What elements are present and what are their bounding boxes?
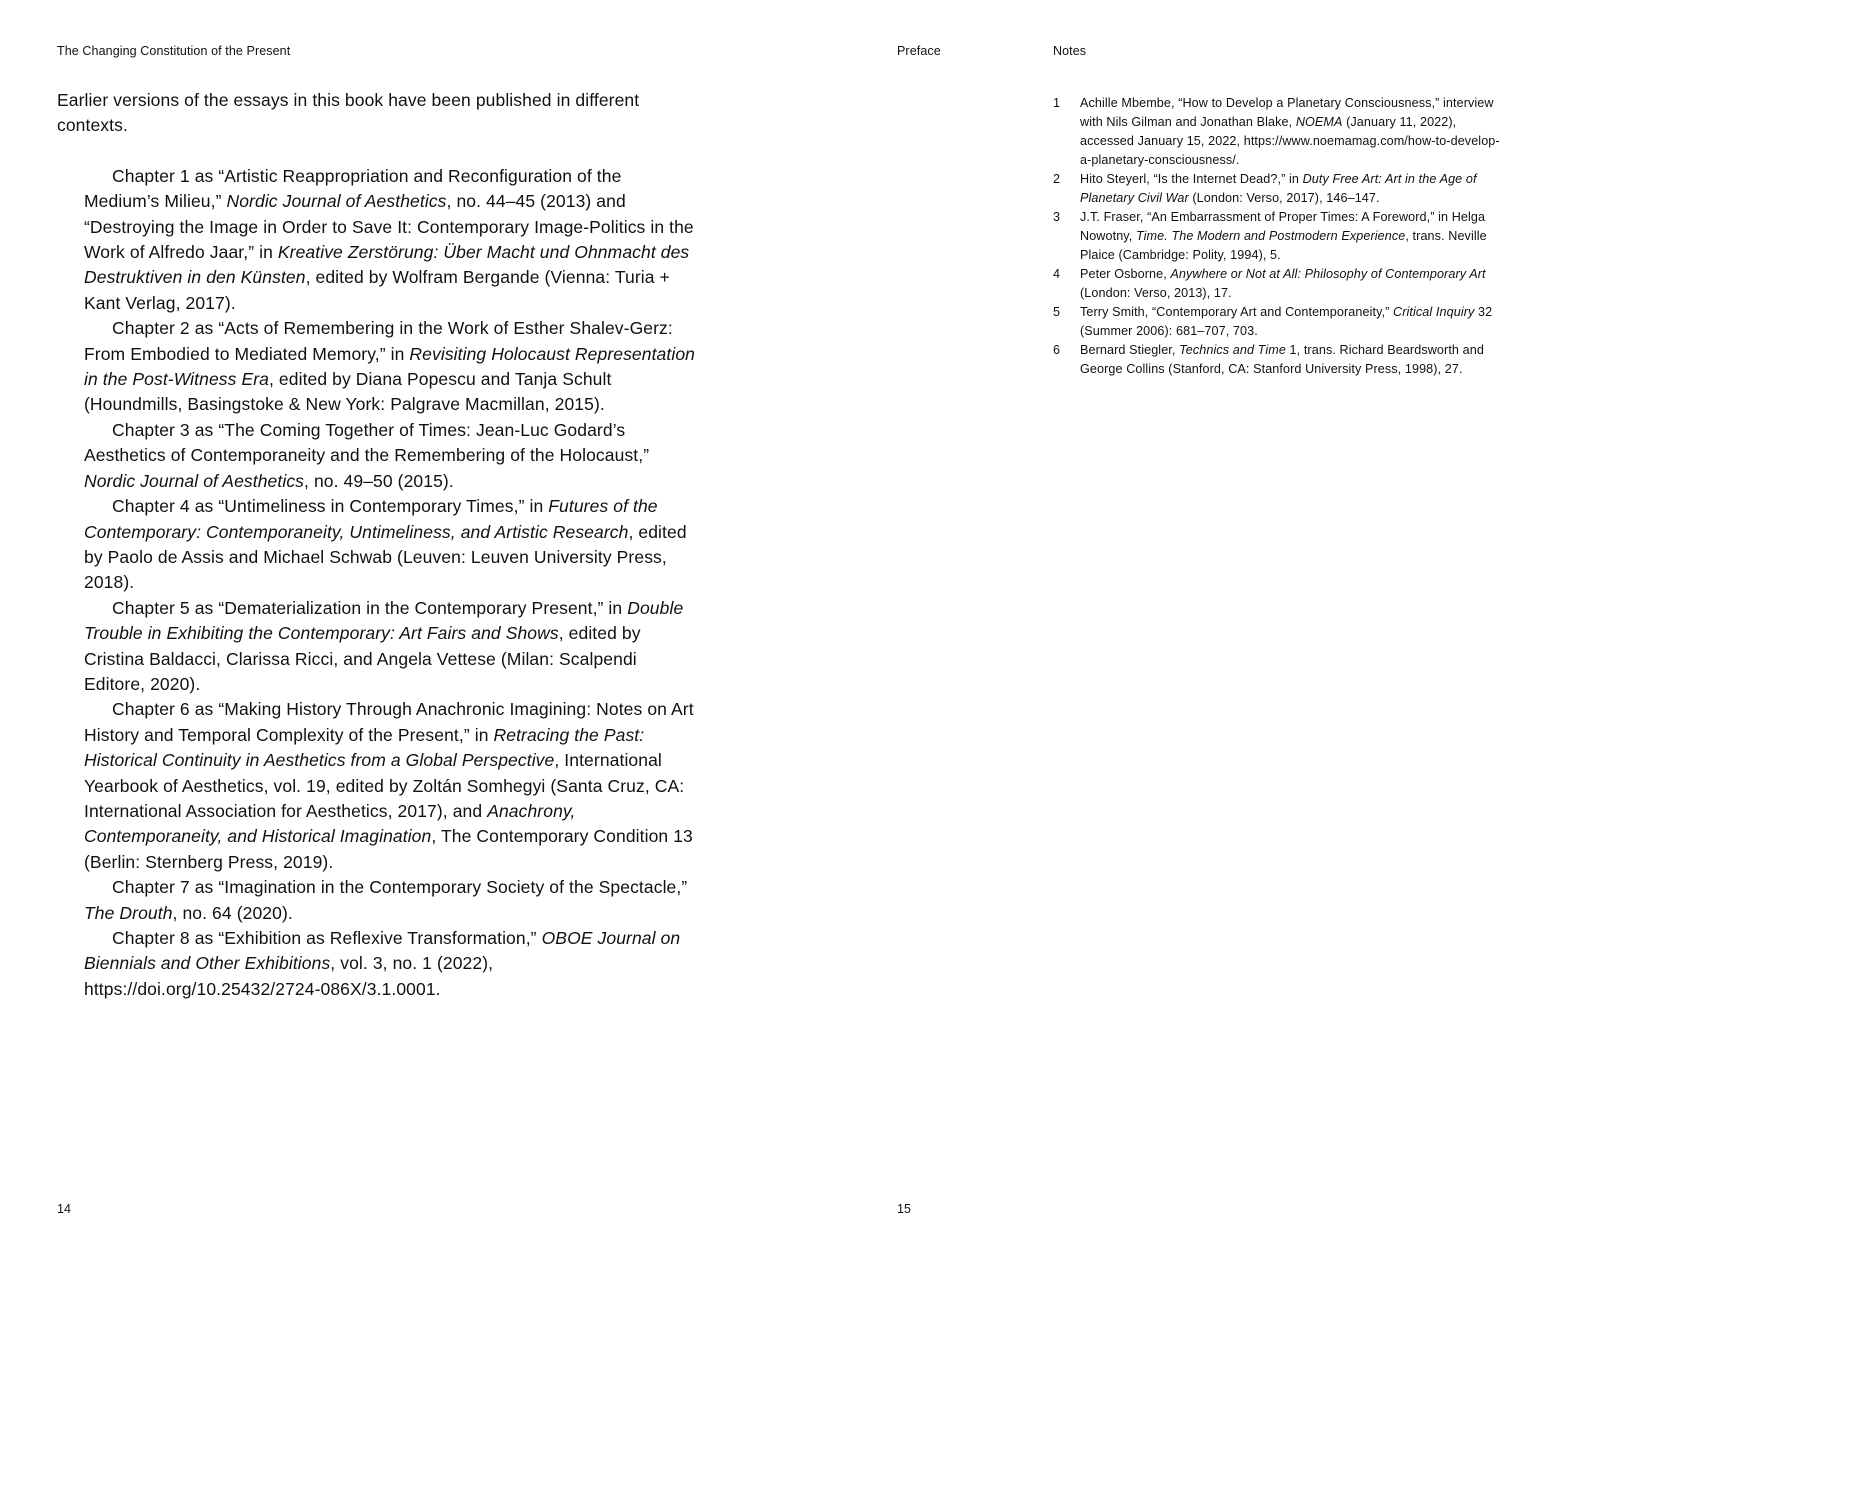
notes-list [1053, 94, 1511, 379]
italic-title-text: Duty Free Art: Art in the Age of Planetary Civil War [1080, 172, 1477, 205]
body-text: , edited by Paolo de Assis and Michael Schwab (Leuven: Leuven University Press, 2018). [84, 521, 687, 593]
italic-title-text: Double Trouble in Exhibiting the Contemporary: Art Fairs and Shows [84, 597, 684, 644]
body-text: Achille Mbembe, “How to Develop a Planetary Consciousness,” interview with Nils Gilman and Jonathan Blake, [1080, 96, 1494, 129]
chapter-paragraph [84, 494, 697, 596]
running-head-preface: Preface [897, 44, 941, 58]
italic-title-text: Time. The Modern and Postmodern Experience [1135, 229, 1406, 243]
italic-title-text: The Drouth [84, 902, 173, 923]
note-number: 5 [1053, 305, 1061, 319]
chapter-paragraph-list [84, 164, 697, 1002]
chapter-paragraph [84, 596, 697, 698]
body-text: 1, trans. Richard Beardsworth and George Collins (Stanford, CA: Stanford University Press, 1998), 27. [1080, 343, 1484, 376]
page-number-right: 15 [897, 1202, 911, 1216]
body-text: (London: Verso, 2013), 17. [1080, 286, 1232, 300]
body-text: Chapter 8 as “Exhibition as Reflexive Transformation,” [112, 928, 542, 948]
body-text: , no. 44–45 (2013) and “Destroying the Image in Order to Save It: Contemporary Image-Politics in the Work of Alfredo Jaar,” in [84, 191, 694, 263]
italic-title-text: NOEMA [1295, 115, 1343, 129]
chapter-paragraph [84, 875, 697, 926]
body-text: J.T. Fraser, “An Embarrassment of Proper Times: A Foreword,” in Helga Nowotny, [1080, 210, 1486, 243]
body-text: Chapter 7 as “Imagination in the Contemporary Society of the Spectacle,” [112, 877, 688, 898]
body-text: Chapter 1 as “Artistic Reappropriation and Reconfiguration of the Medium’s Milieu,” [84, 165, 622, 212]
italic-title-text: Technics and Time [1179, 343, 1286, 357]
note-text [1080, 94, 1511, 170]
italic-title-text: Revisiting Holocaust Representation in the Post-Witness Era [84, 343, 695, 390]
body-text: Chapter 3 as “The Coming Together of Times: Jean-Luc Godard’s Aesthetics of Contemporaneity and the Remembering of the Holocaust,” [84, 419, 650, 466]
body-text: , vol. 3, no. 1 (2022), https://doi.org/10.25432/2724-086X/3.1.0001. [84, 953, 494, 999]
chapter-paragraph [84, 164, 697, 316]
chapter-paragraph [84, 697, 697, 875]
note-number: 4 [1053, 267, 1061, 281]
italic-title-text: Critical Inquiry [1393, 305, 1475, 319]
body-text: , The Contemporary Condition 13 (Berlin: Sternberg Press, 2019). [84, 826, 693, 872]
italic-title-text: Kreative Zerstörung: Über Macht und Ohnmacht des Destruktiven in den Künsten [84, 242, 690, 288]
note-text [1080, 341, 1511, 379]
body-text: Chapter 4 as “Untimeliness in Contemporary Times,” in [112, 496, 549, 517]
note-text [1080, 265, 1511, 303]
body-text: , edited by Diana Popescu and Tanja Schult (Houndmills, Basingstoke & New York: Palgrave Macmillan, 2015). [84, 369, 612, 415]
body-text: Terry Smith, “Contemporary Art and Contemporaneity,” [1080, 305, 1394, 319]
body-text: Chapter 5 as “Dematerialization in the Contemporary Present,” in [112, 597, 628, 618]
note-text [1080, 208, 1511, 265]
running-head-book-title: The Changing Constitution of the Present [57, 44, 291, 58]
note-item [1053, 303, 1511, 341]
note-item [1053, 265, 1511, 303]
chapter-paragraph [84, 418, 697, 494]
italic-title-text: OBOE Journal on Biennials and Other Exhibitions [84, 928, 681, 974]
note-item [1053, 208, 1511, 265]
chapter-paragraph [84, 926, 697, 1002]
body-text: 32 (Summer 2006): 681–707, 703. [1080, 305, 1493, 338]
note-number: 1 [1053, 96, 1061, 110]
italic-title-text: Nordic Journal of Aesthetics [226, 191, 447, 212]
note-text [1080, 303, 1511, 341]
body-text: , trans. Neville Plaice (Cambridge: Polity, 1994), 5. [1080, 229, 1487, 262]
body-text: , no. 49–50 (2015). [304, 470, 454, 491]
note-item [1053, 94, 1511, 170]
intro-paragraph: Earlier versions of the essays in this book have been published in different contexts. [57, 90, 640, 136]
running-head-notes: Notes [1053, 44, 1087, 58]
body-text: Hito Steyerl, “Is the Internet Dead?,” in [1080, 172, 1303, 186]
body-text: , edited by Wolfram Bergande (Vienna: Turia + Kant Verlag, 2017). [84, 267, 670, 313]
note-item [1053, 170, 1511, 208]
note-number: 2 [1053, 172, 1061, 186]
body-text: Chapter 2 as “Acts of Remembering in the Work of Esther Shalev-Gerz: From Embodied to Mediated Memory,” in [84, 318, 673, 364]
italic-title-text: Futures of the Contemporary: Contemporaneity, Untimeliness, and Artistic Research [84, 496, 658, 542]
italic-title-text: Retracing the Past: Historical Continuity in Aesthetics from a Global Perspective [84, 724, 645, 771]
italic-title-text: Anachrony, Contemporaneity, and Historical Imagination [84, 800, 576, 847]
body-text: , edited by Cristina Baldacci, Clarissa Ricci, and Angela Vettese (Milan: Scalpendi Editore, 2020). [84, 623, 641, 694]
page-number-left: 14 [57, 1202, 71, 1216]
note-item [1053, 341, 1511, 379]
body-text: (January 11, 2022), accessed January 15, 2022, https://www.noemamag.com/how-to-develop-a-planetary-consciousness/. [1080, 115, 1500, 167]
body-text: , International Yearbook of Aesthetics, vol. 19, edited by Zoltán Somhegyi (Santa Cruz, CA: International Association for Aesthetics, 2017), and [84, 750, 685, 821]
italic-title-text: Nordic Journal of Aesthetics [84, 470, 305, 491]
body-text: , no. 64 (2020). [172, 902, 293, 923]
preface-body [57, 88, 697, 1002]
body-text: (London: Verso, 2017), 146–147. [1188, 191, 1380, 205]
chapter-paragraph [84, 316, 697, 418]
body-text: Bernard Stiegler, [1080, 343, 1180, 357]
note-number: 6 [1053, 343, 1061, 357]
note-number: 3 [1053, 210, 1061, 224]
body-text: Chapter 6 as “Making History Through Anachronic Imagining: Notes on Art History and Temporal Complexity of the Present,” in [84, 699, 694, 745]
note-text [1080, 170, 1511, 208]
italic-title-text: Anywhere or Not at All: Philosophy of Contemporary Art [1170, 267, 1486, 281]
body-text: Peter Osborne, [1080, 267, 1171, 281]
